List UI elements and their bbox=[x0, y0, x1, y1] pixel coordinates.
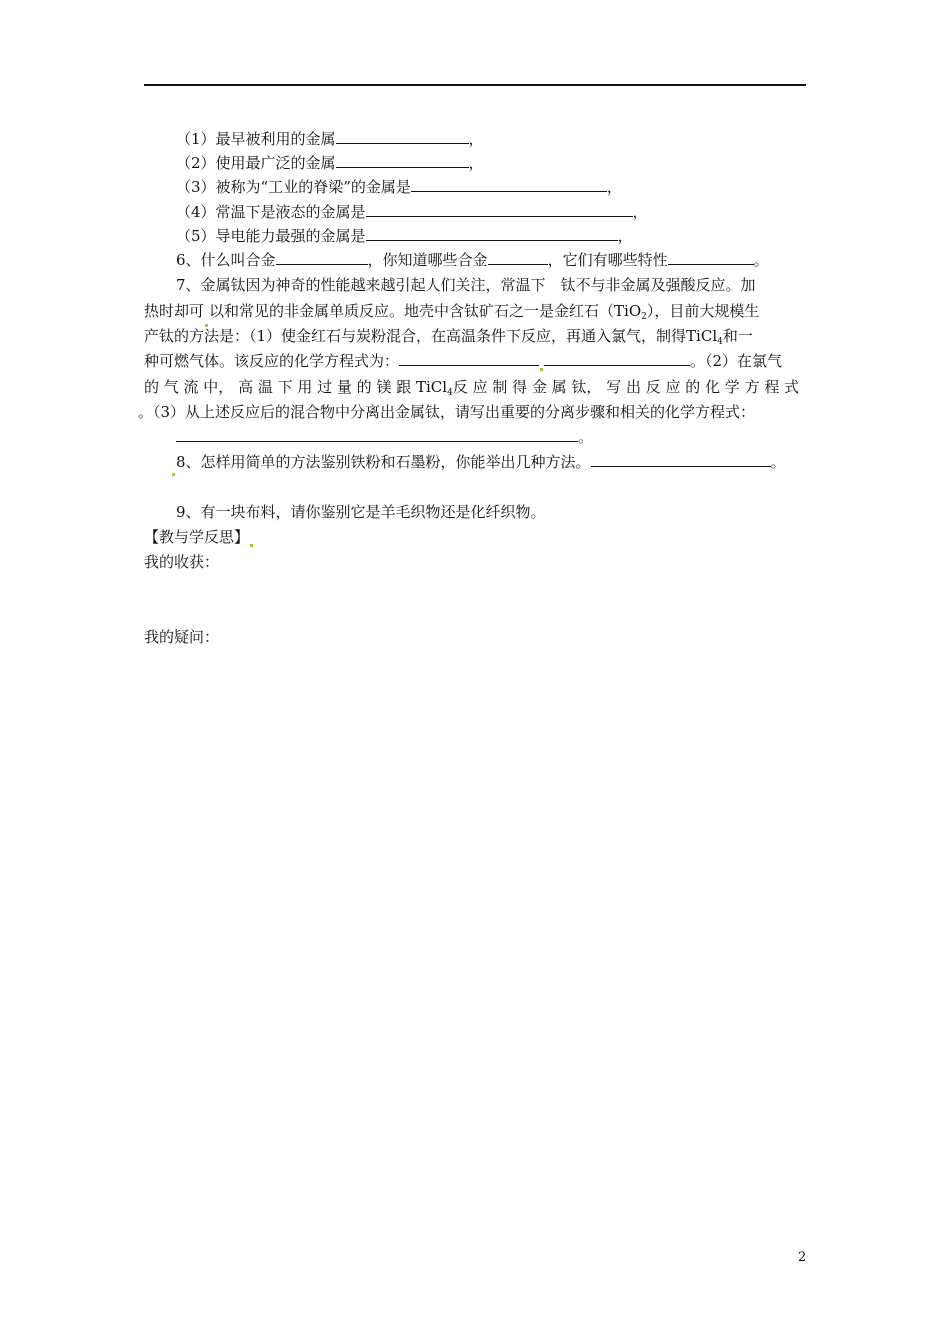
answer-blank bbox=[399, 351, 539, 366]
q7-line-4 bbox=[144, 351, 782, 371]
punct: 。 bbox=[578, 428, 594, 446]
my-questions-label: 我的疑问： bbox=[144, 628, 220, 646]
q6-text-d: 。 bbox=[753, 251, 769, 269]
q5-item-4 bbox=[176, 202, 648, 222]
punct: 。 bbox=[770, 453, 786, 471]
page-number: 2 bbox=[798, 1250, 807, 1265]
q7-text: ），目前大规模生 bbox=[646, 302, 760, 320]
answer-blank bbox=[544, 351, 690, 366]
q5-item-5-label: （5）导电能力最强的金属是 bbox=[176, 227, 366, 245]
punct: ， bbox=[617, 227, 633, 245]
q6-text-c: ，它们有哪些特性 bbox=[547, 251, 668, 269]
punct: ， bbox=[632, 203, 648, 221]
subscript: 2 bbox=[641, 312, 647, 322]
reflection-title-line bbox=[144, 527, 254, 547]
q6-text-a: 6、什么叫合金 bbox=[176, 251, 276, 269]
q5-item-5 bbox=[176, 226, 633, 246]
my-gains-label: 我的收获： bbox=[144, 553, 220, 571]
q7-line-3 bbox=[144, 326, 753, 352]
marker-dot bbox=[540, 368, 543, 371]
answer-blank bbox=[276, 250, 368, 265]
subscript: 4 bbox=[447, 388, 453, 398]
subscript: 4 bbox=[717, 337, 723, 347]
q5-item-2-label: （2）使用最广泛的金属 bbox=[176, 154, 336, 172]
reflection-title: 【教与学反思】 bbox=[144, 528, 250, 546]
q7-text: 的 气 流 中， 高 温 下 用 过 量 的 镁 跟 TiCl bbox=[144, 378, 448, 396]
q7-text: 产钛的方法是：（1）使金红石与炭粉混合，在高温条件下反应，再通入氯气，制得TiCl bbox=[144, 327, 718, 345]
answer-blank bbox=[366, 226, 618, 241]
answer-blank bbox=[366, 202, 633, 217]
q6-line bbox=[176, 250, 769, 270]
q5-item-2 bbox=[176, 153, 484, 173]
header-rule bbox=[144, 84, 806, 86]
answer-blank bbox=[591, 452, 771, 467]
punct: ， bbox=[606, 178, 622, 196]
q7-text: 种可燃气体。该反应的化学方程式为： bbox=[144, 352, 400, 370]
q5-item-3 bbox=[176, 177, 622, 197]
answer-blank bbox=[336, 129, 469, 144]
answer-blank bbox=[668, 250, 754, 265]
q7-line-5 bbox=[144, 377, 799, 403]
q8-line bbox=[176, 452, 786, 472]
punct: ， bbox=[468, 154, 484, 172]
q7-line-1: 7、金属钛因为神奇的性能越来越引起人们关注，常温下 钛不与非金属及强酸反应。加 bbox=[176, 276, 756, 294]
q7-text: 热时却可 bbox=[144, 302, 205, 320]
q8-text: 、怎样用简单的方法鉴别铁粉和石墨粉，你能举出几种方法。 bbox=[185, 453, 591, 471]
q5-item-1 bbox=[176, 129, 484, 149]
answer-blank bbox=[411, 177, 607, 192]
answer-blank bbox=[336, 153, 469, 168]
q9-line: 9、有一块布料，请你鉴别它是羊毛织物还是化纤织物。 bbox=[176, 503, 546, 521]
q7-line-6: 。（3）从上述反应后的混合物中分离出金属钛，请写出重要的分离步骤和相关的化学方程式： bbox=[138, 403, 756, 421]
punct: ， bbox=[468, 130, 484, 148]
q7-text: 以和常见的非金属单质反应。地壳中含钛矿石之一是金红石（TiO bbox=[209, 302, 642, 320]
q7-line-2 bbox=[144, 301, 759, 327]
q7-text: 。（2）在氯气 bbox=[690, 352, 783, 370]
answer-blank bbox=[176, 427, 578, 442]
q7-text: 反 应 制 得 金 属 钛， 写 出 反 应 的 化 学 方 程 式 bbox=[452, 378, 800, 396]
q5-item-3-label: （3）被称为“工业的脊梁”的金属是 bbox=[176, 178, 411, 196]
q8-number: 8 bbox=[176, 453, 186, 471]
q6-text-b: ，你知道哪些合金 bbox=[367, 251, 488, 269]
marker-dot bbox=[250, 544, 253, 547]
answer-blank bbox=[488, 250, 548, 265]
q7-line-7 bbox=[176, 427, 593, 447]
q7-text: 和一 bbox=[722, 327, 753, 345]
marker-dot bbox=[172, 473, 175, 476]
q5-item-1-label: （1）最早被利用的金属 bbox=[176, 130, 336, 148]
q5-item-4-label: （4）常温下是液态的金属是 bbox=[176, 203, 366, 221]
